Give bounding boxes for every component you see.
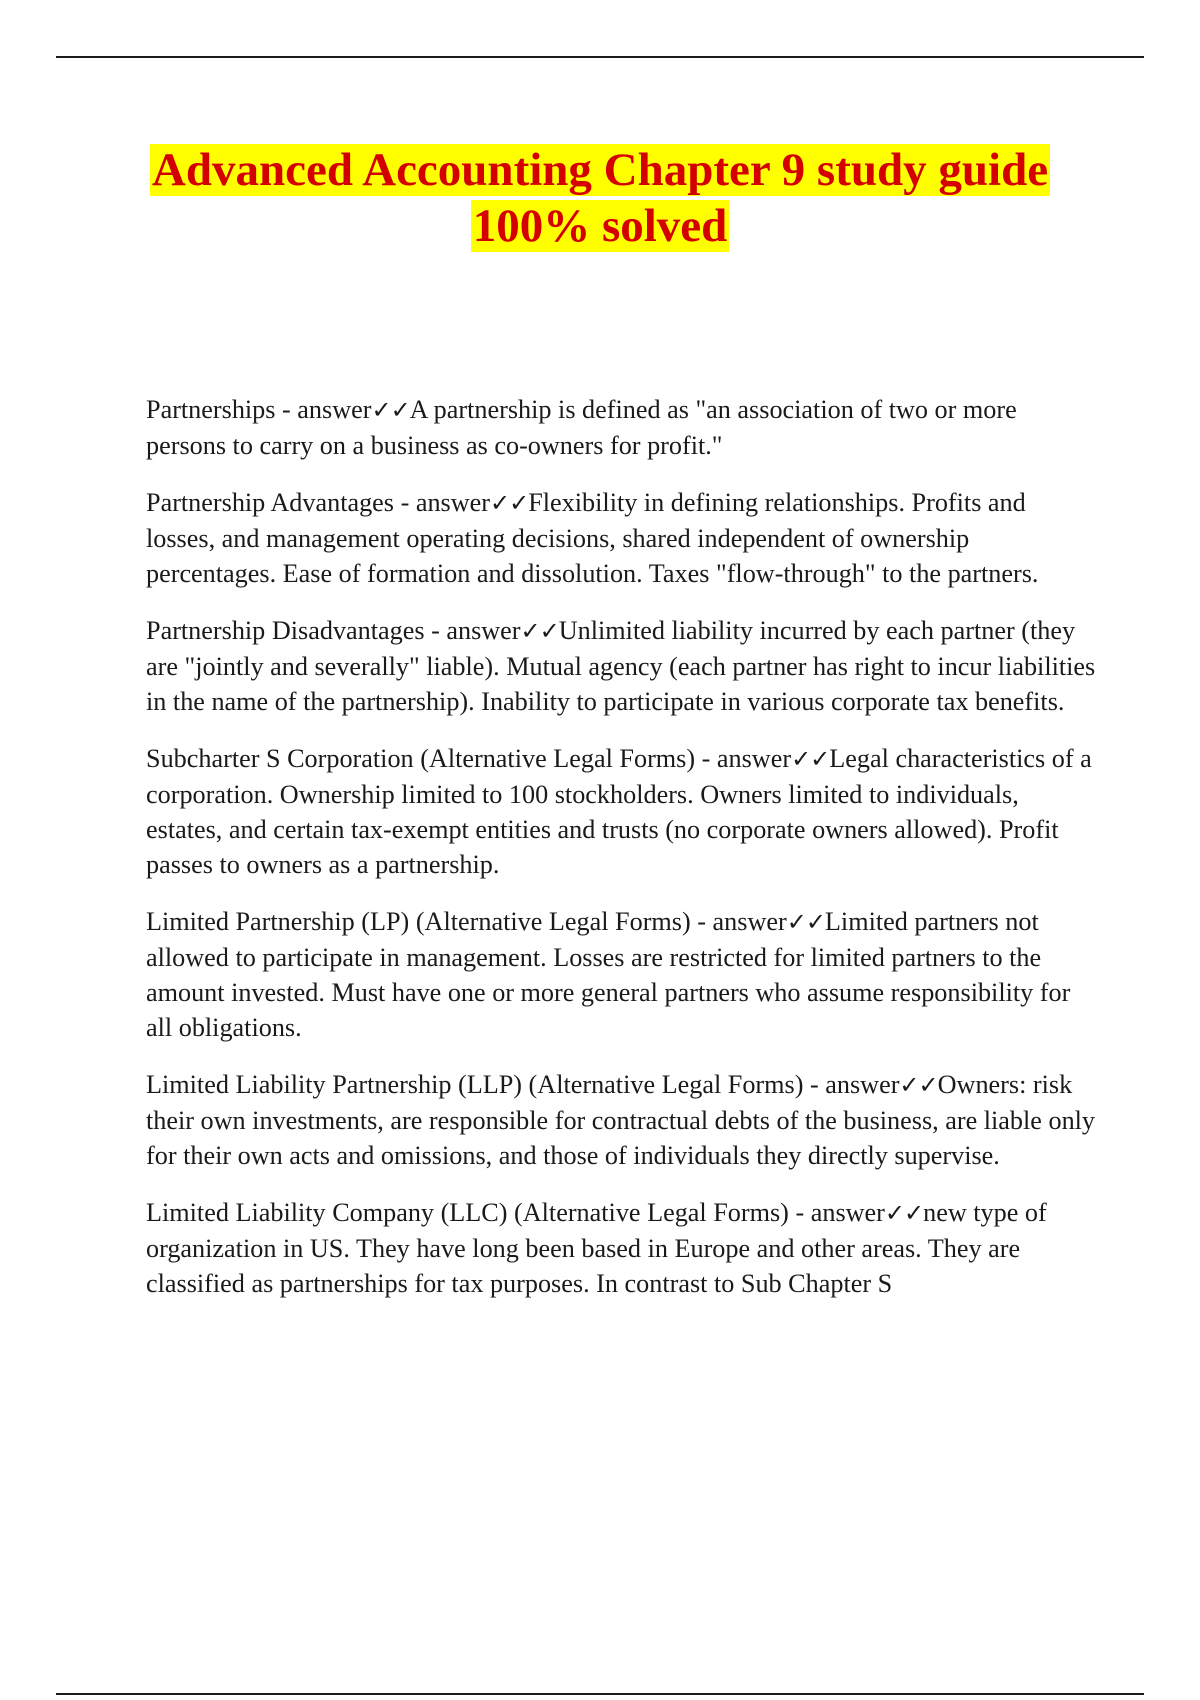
entry-definition: Unlimited liability incurred by each partner (they are "jointly and severally" liable). Mutual agency (each partner has right to incur liabilities in the name of the partnership). Inability to participate in various corporate tax benefits. [146,616,1096,716]
answer-separator: - answer [803,1070,900,1099]
entry-term: Limited Partnership (LP) (Alternative Legal Forms) [146,907,691,936]
entry-partnership-advantages [146,485,1096,591]
entry-definition: Flexibility in defining relationships. Profits and losses, and management operating decisions, shared independent of ownership percentages. Ease of formation and dissolution. Taxes "flow-through" to the partners. [146,488,1039,588]
entry-limited-partnership [146,904,1096,1045]
title-line-1: Advanced Accounting Chapter 9 study guide [151,144,1049,196]
entry-definition: new type of organization in US. They have long been based in Europe and other areas. They are classified as partnerships for tax purposes. In contrast to Sub Chapter S [146,1198,1047,1298]
top-rule [56,56,1144,58]
entry-limited-liability-partnership [146,1067,1096,1173]
title-line-2: 100% solved [472,200,728,252]
entry-term: Partnerships [146,395,276,424]
entry-definition: Legal characteristics of a corporation. Ownership limited to 100 stockholders. Owners limited to individuals, estates, and certain tax-exempt entities and trusts (no corporate owners allowed). Profit passes to owners as a partnership. [146,744,1092,879]
entry-partnerships [146,392,1096,463]
double-check-icon: ✓✓ [520,617,559,645]
bottom-rule [56,1693,1144,1695]
double-check-icon: ✓✓ [490,489,529,517]
entry-term: Limited Liability Partnership (LLP) (Alternative Legal Forms) [146,1070,804,1099]
double-check-icon: ✓✓ [791,745,830,773]
entry-limited-liability-company [146,1195,1096,1301]
double-check-icon: ✓✓ [371,396,410,424]
double-check-icon: ✓✓ [786,908,825,936]
answer-separator: - answer [394,488,490,517]
entry-term: Limited Liability Company (LLC) (Alternative Legal Forms) [146,1198,789,1227]
entry-subcharter-s-corporation [146,741,1096,882]
entry-definition: Owners: risk their own investments, are responsible for contractual debts of the business, are liable only for their own acts and omissions, and those of individuals they directly supervise. [146,1070,1096,1170]
entry-term: Subcharter S Corporation (Alternative Legal Forms) [146,744,696,773]
answer-separator: - answer [695,744,792,773]
study-guide-body [146,392,1096,1323]
entry-term: Partnership Disadvantages [146,616,425,645]
answer-separator: - answer [275,395,372,424]
answer-separator: - answer [788,1198,885,1227]
page-title [60,142,1140,254]
entry-definition: A partnership is defined as "an association of two or more persons to carry on a business as co-owners for profit." [146,395,1017,460]
answer-separator: - answer [424,616,521,645]
entry-partnership-disadvantages [146,613,1096,719]
entry-definition: Limited partners not allowed to participate in management. Losses are restricted for limited partners to the amount invested. Must have one or more general partners who assume responsibility for all obligations. [146,907,1071,1042]
entry-term: Partnership Advantages [146,488,395,517]
double-check-icon: ✓✓ [884,1199,924,1227]
answer-separator: - answer [690,907,787,936]
double-check-icon: ✓✓ [899,1071,938,1099]
